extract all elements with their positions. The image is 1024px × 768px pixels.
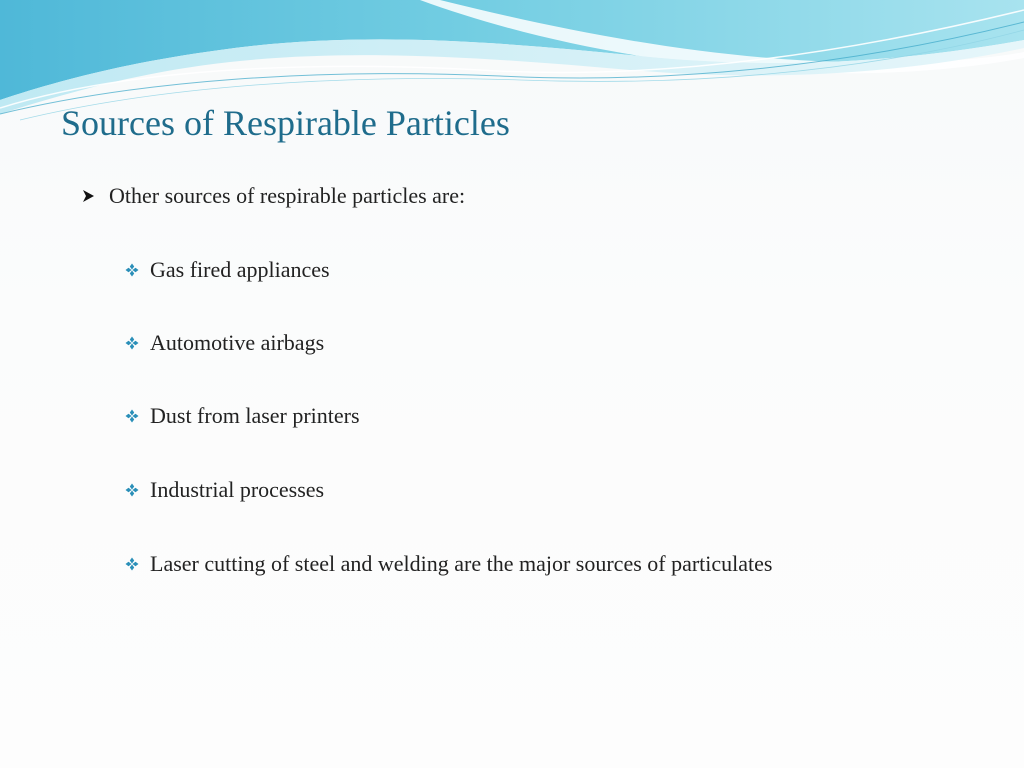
sub-bullet (124, 255, 330, 285)
sub-bullet (124, 328, 324, 358)
sub-bullet-text: Gas fired appliances (150, 257, 330, 282)
bullet-text: Other sources of respirable particles are: (109, 183, 466, 208)
slide-title: Sources of Respirable Particles (61, 103, 510, 143)
sub-bullet (124, 475, 324, 505)
sub-bullet-text: Automotive airbags (150, 330, 325, 355)
sub-bullet (124, 401, 360, 431)
diamond-cluster-bullet-icon (124, 482, 140, 498)
diamond-cluster-bullet-icon (124, 335, 140, 351)
sub-bullet-text: Laser cutting of steel and welding are the major sources of particulates (150, 551, 773, 576)
bullet-level1 (80, 181, 465, 211)
sub-bullet-text: Dust from laser printers (150, 403, 360, 428)
sub-bullet-text: Industrial processes (150, 477, 325, 502)
diamond-cluster-bullet-icon (124, 408, 140, 424)
diamond-cluster-bullet-icon (124, 556, 140, 572)
diamond-cluster-bullet-icon (124, 262, 140, 278)
sub-bullet (124, 549, 773, 579)
arrowhead-bullet-icon (80, 188, 96, 204)
